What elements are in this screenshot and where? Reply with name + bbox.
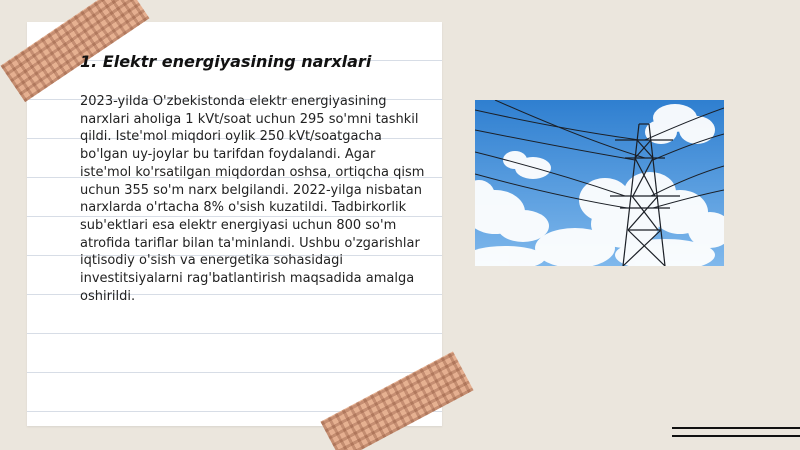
slide-paragraph: 2023-yilda O'zbekistonda elektr energiyasining narxlari aholiga 1 kVt/soat uchun 295 so'mni tashkil qildi. Iste'mol miqdori oylik 250 kVt/soatgacha bo'lgan uy-joylar bu tarifdan foydalandi. Agar iste'mol ko'rsatilgan miqdordan oshsa, ortiqcha qism uchun 355 so'm narx belgilandi. 2022-yilga nisbatan narxlarda o'rtacha 8% o'sish kuzatildi. Tadbirkorlik sub'ektlari esa elektr energiyasi uchun 800 so'm atrofida tariflar bilan ta'minlandi. Ushbu o'zgarishlar iqtisodiy o'sish va energetika sohasidagi investitsiyalarni rag'batlantirish maqsadida amalga oshirildi.: [80, 94, 425, 304]
decorative-line: [672, 427, 800, 429]
power-tower-image: [475, 100, 724, 266]
decorative-line: [672, 435, 800, 437]
power-tower-illustration: [475, 100, 724, 266]
slide-title: 1. Elektr energiyasining narxlari: [80, 52, 372, 71]
decorative-lines: [672, 423, 800, 445]
